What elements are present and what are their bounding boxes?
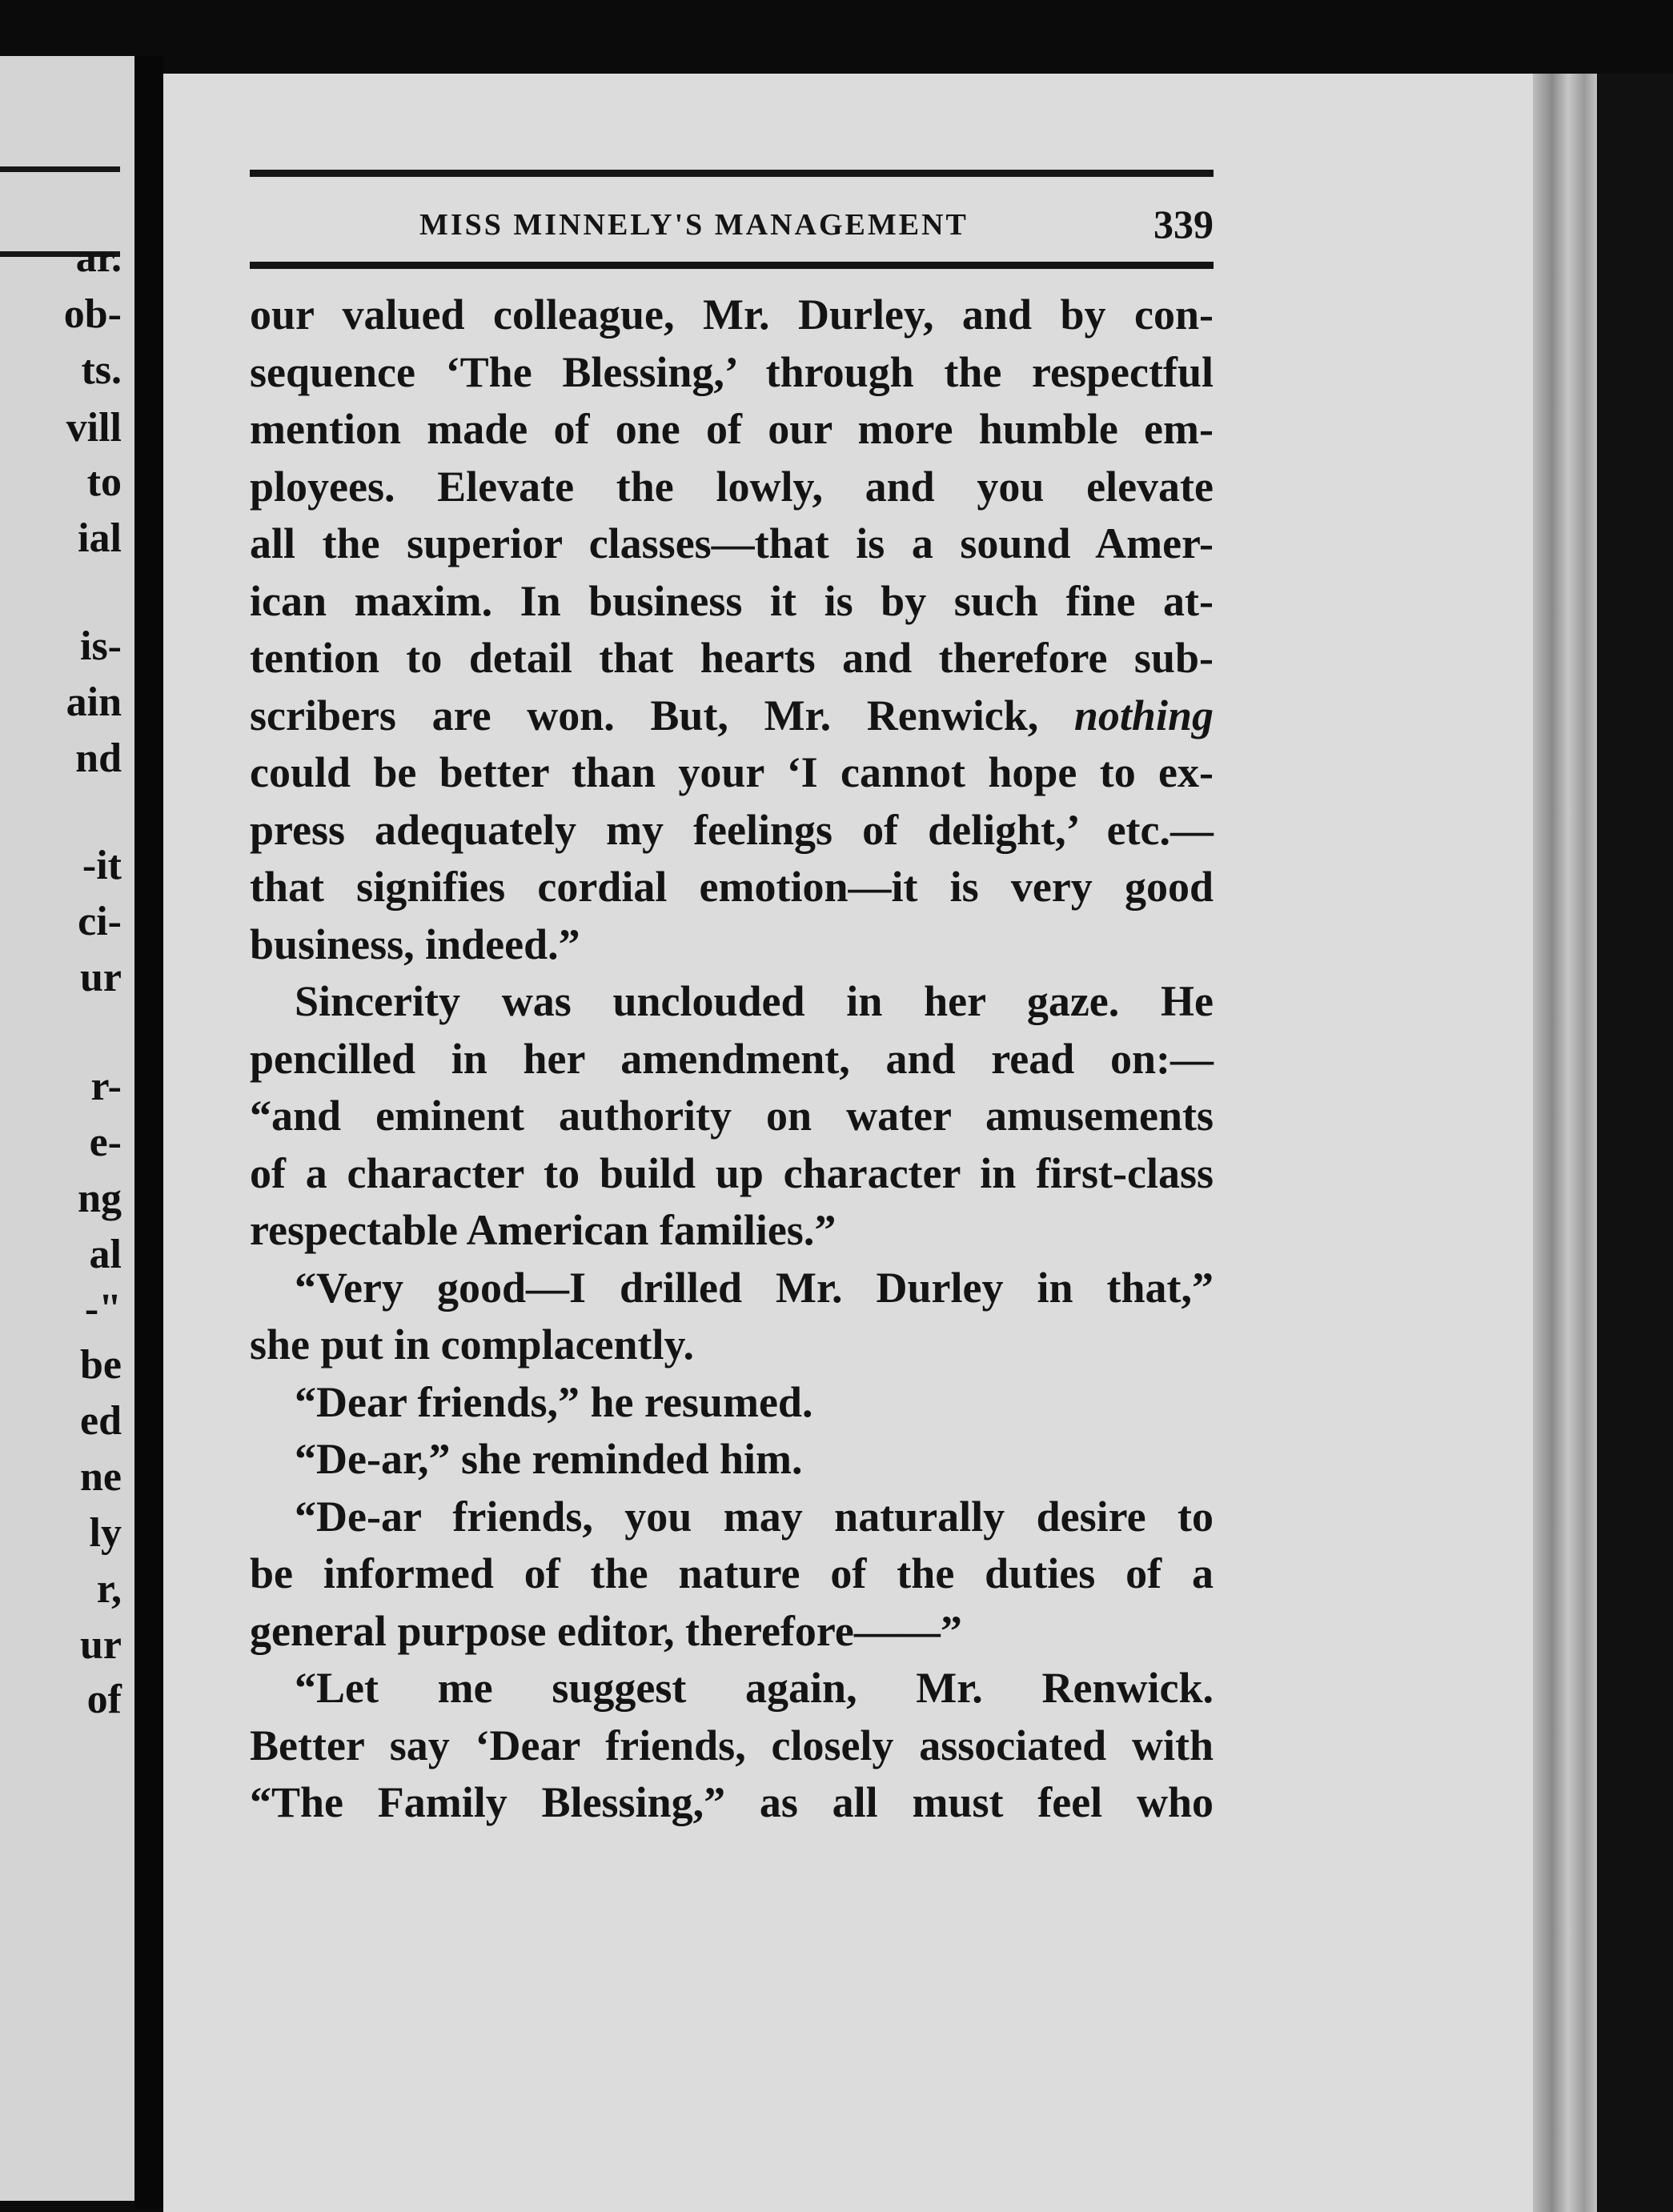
- text-line-segment: scribers are won. But, Mr. Renwick,: [250, 691, 1074, 739]
- text-line: [250, 687, 1214, 745]
- text-line: “The Family Blessing,” as all must feel who: [250, 1778, 1214, 1826]
- text-line: “Very good—I drilled Mr. Durley in that,”: [295, 1263, 1214, 1312]
- text-line: “De-ar friends, you may naturally desire to: [295, 1492, 1214, 1541]
- text-line: “Dear friends,” he resumed.: [295, 1377, 813, 1426]
- facing-page-text-fragment: ne: [80, 1454, 122, 1500]
- text-line: that signifies cordial emotion—it is very good: [250, 863, 1214, 911]
- facing-page-text-fragment: r-: [90, 1064, 122, 1109]
- book-gutter: [134, 56, 163, 2209]
- facing-page-text-fragment: ain: [66, 679, 122, 725]
- facing-page-text-fragment: be: [80, 1342, 122, 1388]
- facing-page-text-fragment: to: [86, 459, 122, 505]
- page-edge: [1533, 74, 1597, 2212]
- facing-page-text-fragment: of: [86, 1677, 122, 1722]
- facing-page-text-fragment: ci-: [78, 899, 122, 944]
- text-line: general purpose editor, therefore——”: [250, 1606, 962, 1655]
- text-line: business, indeed.”: [250, 920, 580, 968]
- text-line: of a character to build up character in first-class: [250, 1148, 1214, 1197]
- facing-page-text-fragment: nd: [75, 735, 122, 781]
- page-text-block: [250, 170, 1214, 1832]
- text-line: Sincerity was unclouded in her gaze. He: [295, 977, 1214, 1025]
- text-line: be informed of the nature of the duties of a: [250, 1549, 1214, 1597]
- text-line: mention made of one of our more humble em-: [250, 405, 1214, 453]
- facing-page-text-fragment: ial: [78, 515, 122, 561]
- text-line: respectable American families.”: [250, 1206, 836, 1254]
- facing-page-text-fragment: vill: [66, 405, 122, 451]
- facing-page-text-fragment: r,: [96, 1566, 122, 1612]
- facing-page-text-fragment: ts.: [81, 347, 122, 393]
- facing-page-text-fragment: ng: [78, 1176, 122, 1221]
- text-line: ployees. Elevate the lowly, and you elevate: [250, 462, 1214, 511]
- text-line: “and eminent authority on water amusements: [250, 1092, 1214, 1140]
- facing-page-text-fragment: -it: [82, 843, 122, 888]
- text-line: she put in complacently.: [250, 1320, 695, 1368]
- facing-page-fragment: [0, 56, 134, 2201]
- facing-page-text-fragment: is-: [80, 623, 122, 669]
- text-line: sequence ‘The Blessing,’ through the respectful: [250, 347, 1214, 396]
- facing-page-text-fragment: ur: [80, 955, 122, 1000]
- header-rule-top: [250, 170, 1214, 177]
- facing-page-text-fragment: ly: [89, 1510, 122, 1556]
- text-line: “De-ar,” she reminded him.: [295, 1435, 803, 1483]
- scan-border: [1597, 74, 1673, 2212]
- emphasized-word: nothing: [1073, 691, 1214, 739]
- facing-page-text-fragment: ed: [80, 1398, 122, 1444]
- facing-page-text-fragment: -": [84, 1286, 122, 1332]
- body-text: [250, 287, 1214, 1832]
- text-line: could be better than your ‘I cannot hope to ex-: [250, 748, 1214, 796]
- text-line: Better say ‘Dear friends, closely associated with: [250, 1721, 1214, 1769]
- text-line: ican maxim. In business it is by such fine at-: [250, 576, 1214, 625]
- page-number: 339: [1153, 202, 1214, 246]
- text-line: all the superior classes—that is a sound Amer-: [250, 519, 1214, 567]
- facing-page-text-fragment: al: [89, 1232, 122, 1277]
- header-rule-bottom: [250, 262, 1214, 269]
- facing-page-text-fragment: ur: [80, 1622, 122, 1668]
- running-head-title: MISS MINNELY'S MANAGEMENT: [419, 208, 969, 242]
- text-line: pencilled in her amendment, and read on:—: [250, 1034, 1214, 1083]
- facing-page-text-fragment: e-: [89, 1120, 122, 1165]
- running-head: [250, 177, 1214, 262]
- text-line: “Let me suggest again, Mr. Renwick.: [295, 1664, 1214, 1712]
- text-line: tention to detail that hearts and therefore sub-: [250, 634, 1214, 682]
- text-line: our valued colleague, Mr. Durley, and by con-: [250, 291, 1214, 339]
- facing-page-text-fragment: ar.: [75, 235, 122, 281]
- facing-page-text-fragment: ob-: [63, 291, 122, 337]
- text-line: press adequately my feelings of delight,’ etc.—: [250, 805, 1214, 854]
- facing-page-rule: [0, 166, 120, 172]
